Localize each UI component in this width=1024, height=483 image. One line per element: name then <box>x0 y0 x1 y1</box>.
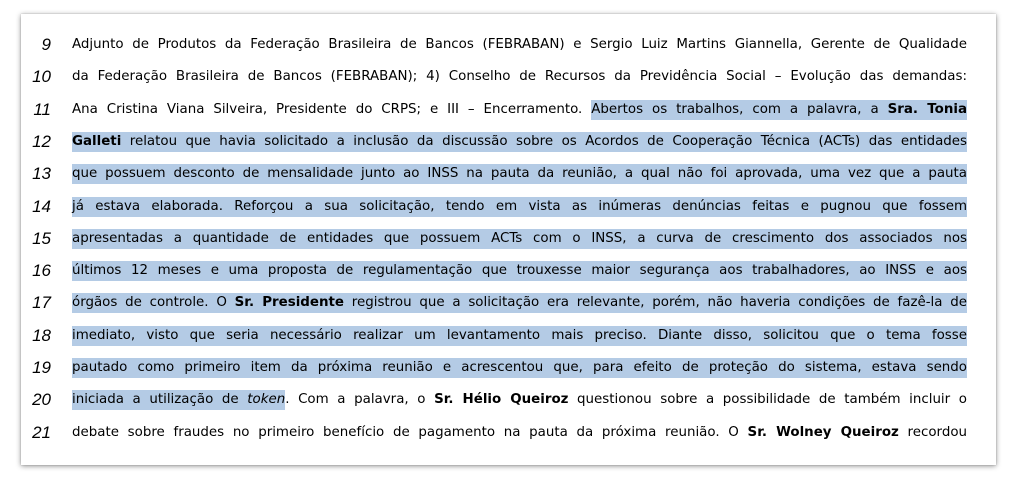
text-segment: . Com a palavra, o <box>285 392 435 408</box>
highlighted-text-segment: token <box>247 390 285 410</box>
document-line <box>21 256 996 288</box>
highlighted-text-segment: Galleti <box>72 132 121 152</box>
document-line <box>21 30 996 62</box>
text-segment: questionou sobre a possibilidade de também incluir o <box>568 392 967 408</box>
line-number: 19 <box>32 358 51 377</box>
text-segment: da Federação Brasileira de Bancos (FEBRABAN); 4) Conselho de Recursos da Previdência Social – Evolução das demandas: <box>72 69 967 85</box>
line-text <box>72 260 967 282</box>
highlighted-text-segment: últimos 12 meses e uma proposta de regulamentação que trouxesse maior segurança aos trabalhadores, ao INSS e aos <box>72 261 967 281</box>
line-text <box>72 357 967 379</box>
highlighted-text-segment: órgãos de controle. O <box>72 293 235 313</box>
line-text <box>72 34 967 56</box>
text-segment: recordou <box>898 424 967 440</box>
line-number: 9 <box>41 35 51 54</box>
document-page <box>21 14 996 465</box>
document-line <box>21 353 996 385</box>
document-line <box>21 62 996 94</box>
line-number: 10 <box>32 67 51 87</box>
line-text <box>72 163 967 185</box>
line-text <box>72 389 967 411</box>
line-number: 13 <box>32 164 51 184</box>
document-line <box>21 385 996 417</box>
document-line <box>21 418 996 450</box>
document-line <box>21 159 996 191</box>
line-number: 15 <box>32 228 51 248</box>
text-segment: Sr. Wolney Queiroz <box>747 424 899 440</box>
text-segment: Ana Cristina Viana Silveira, Presidente do CRPS; e III – Encerramento. <box>72 101 592 117</box>
line-text <box>72 422 967 444</box>
highlighted-text-segment: Sr. Presidente <box>235 293 344 313</box>
line-text <box>72 66 967 88</box>
line-text <box>72 325 967 347</box>
highlighted-text-segment: registrou que a solicitação era relevante, porém, não haveria condições de fazê-la de <box>344 293 967 313</box>
line-number: 20 <box>32 390 51 410</box>
highlighted-text-segment: Abertos os trabalhos, com a palavra, a <box>591 100 887 120</box>
line-number: 11 <box>33 99 51 119</box>
line-text <box>72 292 967 314</box>
highlighted-text-segment: iniciada a utilização de <box>72 390 247 410</box>
line-text <box>72 99 967 121</box>
line-text <box>72 196 967 218</box>
line-text <box>72 131 967 153</box>
document-line <box>21 127 996 159</box>
text-segment: Sr. Hélio Queiroz <box>434 392 569 408</box>
highlighted-text-segment: já estava elaborada. Reforçou a sua solicitação, tendo em vista as inúmeras denúncias feitas e pugnou que fossem <box>72 197 967 217</box>
line-text <box>72 228 967 250</box>
line-number: 17 <box>32 293 51 313</box>
highlighted-text-segment: apresentadas a quantidade de entidades que possuem ACTs com o INSS, a curva de crescimento dos associados nos <box>72 229 967 249</box>
line-number: 21 <box>32 422 51 442</box>
document-line <box>21 192 996 224</box>
line-number: 16 <box>32 261 51 281</box>
document-line <box>21 321 996 353</box>
text-segment: Adjunto de Produtos da Federação Brasileira de Bancos (FEBRABAN) e Sergio Luiz Martins Giannella, Gerente de Qualidade <box>72 37 967 52</box>
highlighted-text-segment: Sra. Tonia <box>888 100 967 120</box>
highlighted-text-segment: relatou que havia solicitado a inclusão da discussão sobre os Acordos de Cooperação Técnica (ACTs) das entidades <box>121 132 967 152</box>
highlighted-text-segment: pautado como primeiro item da próxima reunião e acrescentou que, para efeito de proteção do sistema, estava sendo <box>72 358 967 378</box>
text-segment: debate sobre fraudes no primeiro benefício de pagamento na pauta da próxima reunião. O <box>72 424 748 440</box>
document-line <box>21 95 996 127</box>
line-number: 12 <box>32 131 51 151</box>
document-line <box>21 224 996 256</box>
highlighted-text-segment: que possuem desconto de mensalidade junto ao INSS na pauta da reunião, a qual não foi aprovada, uma vez que a pauta <box>72 164 967 184</box>
line-number: 14 <box>32 196 51 216</box>
document-line <box>21 288 996 320</box>
highlighted-text-segment: imediato, visto que seria necessário realizar um levantamento mais preciso. Diante disso, solicitou que o tema fosse <box>72 326 967 346</box>
line-number: 18 <box>32 325 51 345</box>
